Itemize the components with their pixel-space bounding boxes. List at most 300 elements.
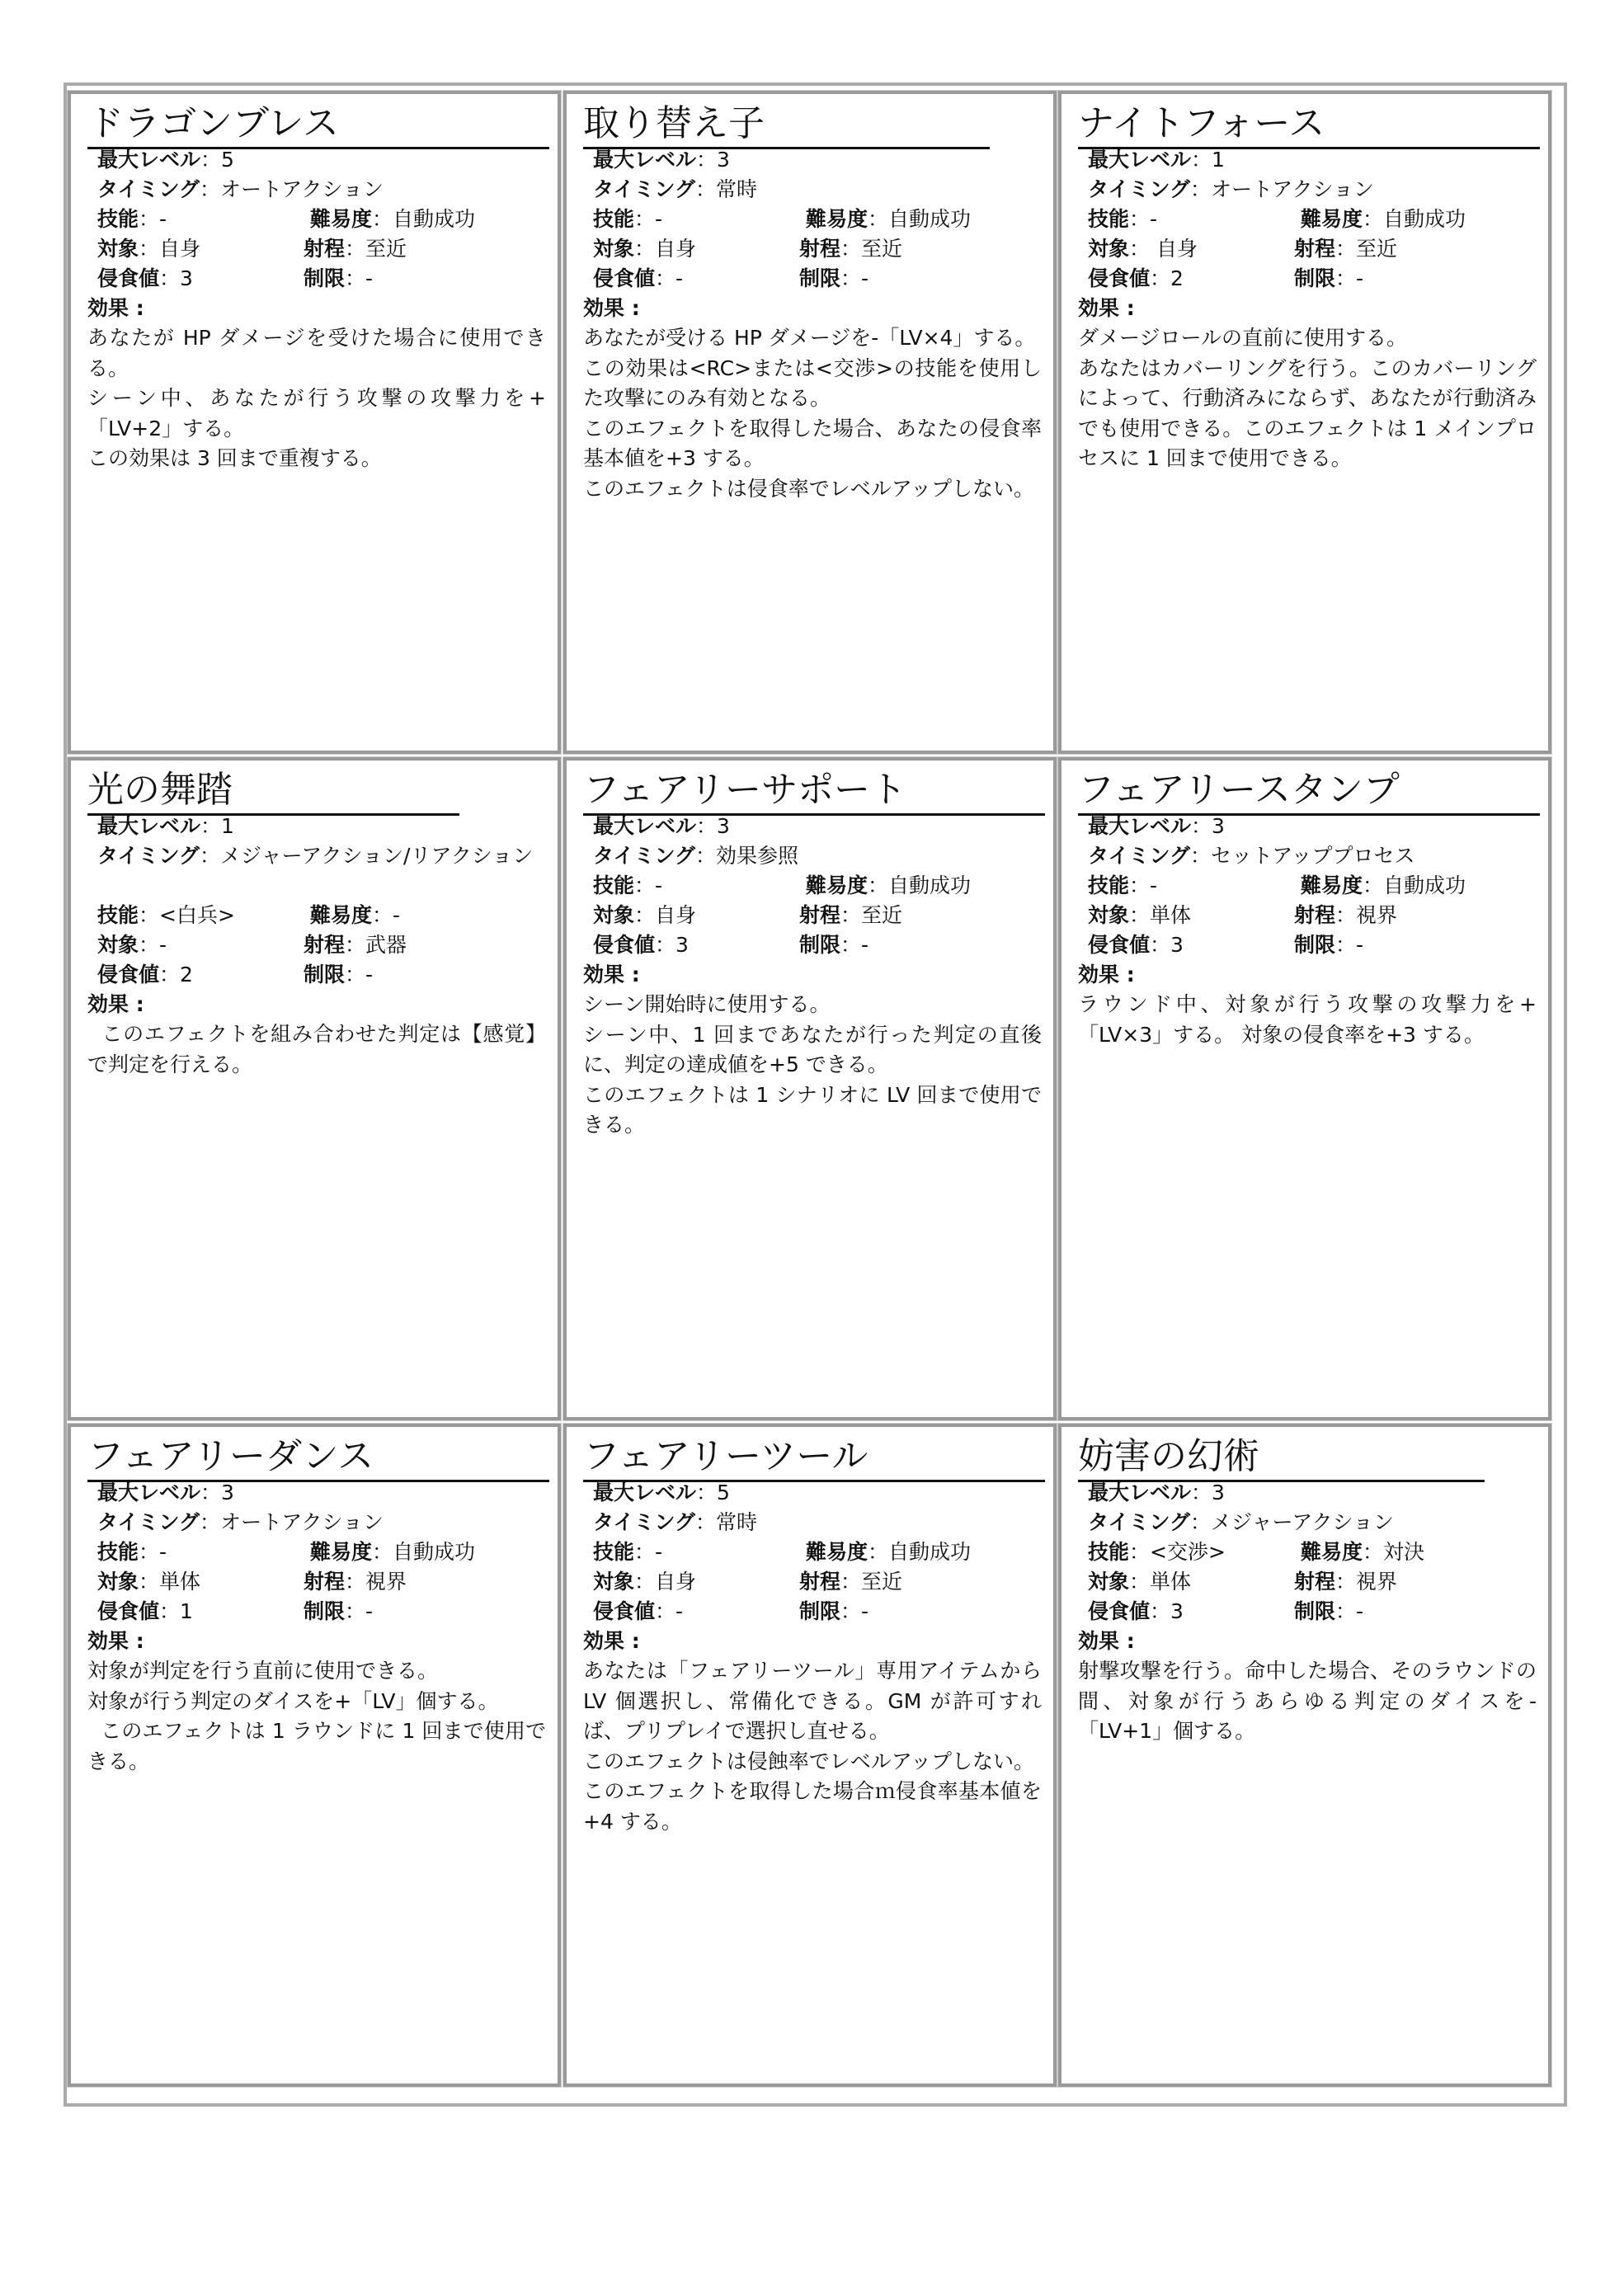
- separator: ：: [840, 903, 862, 927]
- separator: ：: [1129, 1540, 1151, 1564]
- separator: ：: [840, 266, 862, 290]
- max_level-value: 1: [221, 814, 234, 838]
- effect-card: [68, 757, 561, 1420]
- separator: ：: [159, 1599, 181, 1623]
- limit-label: 制限: [799, 1599, 841, 1623]
- range-label: 射程: [1294, 903, 1336, 927]
- erosion-value: 3: [180, 266, 193, 290]
- field-difficulty: [806, 1537, 971, 1567]
- field-range: [1294, 1567, 1397, 1597]
- range-value: 至近: [861, 237, 903, 261]
- difficulty-value: 自動成功: [888, 207, 972, 231]
- field-limit: [799, 264, 868, 294]
- erosion-value: 1: [180, 1599, 193, 1623]
- card-title: ナイトフォース: [1078, 102, 1325, 144]
- range-value: 武器: [365, 933, 407, 957]
- separator: ：: [695, 1510, 717, 1534]
- separator: ：: [1335, 1599, 1357, 1623]
- effect-text: ダメージロールの直前に使用する。 あなたはカバーリングを行う。このカバーリングによって、行動済みにならず、あなたが行動済みでも使用できる。このエフェクトは 1 メインプロセスに 1 回まで使用できる。: [1078, 326, 1537, 470]
- target-value: 自身: [655, 903, 697, 927]
- field-limit: [1294, 930, 1363, 960]
- separator: ：: [840, 933, 862, 957]
- max_level-value: 3: [1212, 1481, 1225, 1504]
- separator: ：: [696, 814, 718, 838]
- difficulty-label: 難易度: [1301, 207, 1363, 231]
- target-label: 対象: [97, 1570, 139, 1594]
- timing-label: タイミング: [1088, 844, 1191, 868]
- separator: ：: [868, 207, 889, 231]
- field-max_level: [97, 145, 234, 175]
- separator: ：: [634, 903, 656, 927]
- erosion-value: 2: [180, 963, 193, 986]
- field-difficulty: [1301, 205, 1466, 234]
- field-timing: [97, 175, 384, 205]
- separator: ：: [1335, 1570, 1357, 1594]
- field-erosion: [593, 264, 683, 294]
- limit-label: 制限: [1294, 1599, 1336, 1623]
- card-title: 妨害の幻術: [1078, 1435, 1259, 1477]
- field-target: [593, 1567, 696, 1597]
- field-target: [97, 1567, 200, 1597]
- effect-label: 効果 :: [583, 963, 640, 986]
- skill-label: 技能: [593, 207, 635, 231]
- field-limit: [304, 1597, 373, 1627]
- limit-value: -: [365, 963, 374, 986]
- separator: ：: [655, 1599, 676, 1623]
- timing-value: メジャーアクション/リアクション: [220, 844, 534, 868]
- field-timing: [97, 841, 543, 871]
- separator: ：: [868, 873, 889, 897]
- effect-card: [563, 91, 1057, 754]
- timing-value: 常時: [716, 1510, 758, 1534]
- field-difficulty: [1301, 1537, 1424, 1567]
- timing-label: タイミング: [97, 844, 200, 868]
- limit-value: -: [365, 266, 374, 290]
- max_level-label: 最大レベル: [593, 814, 697, 838]
- limit-label: 制限: [799, 266, 841, 290]
- field-timing: [593, 1508, 757, 1537]
- effect-text: 射撃攻撃を行う。命中した場合、そのラウンドの間、対象が行うあらゆる判定のダイスを-「LV+1」個する。: [1078, 1659, 1537, 1743]
- field-max_level: [1088, 812, 1225, 841]
- target-value: 単体: [1150, 1570, 1192, 1594]
- range-label: 射程: [1294, 237, 1336, 261]
- field-target: [97, 234, 200, 264]
- range-value: 至近: [861, 1570, 903, 1594]
- range-value: 視界: [365, 1570, 407, 1594]
- max_level-label: 最大レベル: [1088, 148, 1192, 172]
- limit-value: -: [861, 1599, 869, 1623]
- timing-label: タイミング: [593, 1510, 696, 1534]
- effect-label: 効果 :: [583, 296, 640, 320]
- separator: ：: [1363, 873, 1384, 897]
- field-limit: [304, 960, 373, 990]
- max_level-value: 3: [717, 148, 730, 172]
- field-erosion: [1088, 264, 1184, 294]
- limit-value: -: [1356, 933, 1364, 957]
- separator: ：: [345, 266, 366, 290]
- field-range: [304, 234, 407, 264]
- card-title: ドラゴンブレス: [87, 102, 339, 144]
- max_level-value: 5: [221, 148, 234, 172]
- field-difficulty: [806, 871, 971, 901]
- field-range: [799, 234, 902, 264]
- skill-value: -: [1150, 207, 1158, 231]
- effect-label: 効果 :: [87, 1629, 144, 1653]
- range-value: 至近: [861, 903, 903, 927]
- separator: ：: [159, 963, 181, 986]
- separator: ：: [139, 237, 160, 261]
- separator: ：: [1190, 844, 1212, 868]
- field-max_level: [97, 812, 234, 841]
- field-timing: [1088, 175, 1374, 205]
- erosion-label: 侵食値: [97, 963, 160, 986]
- separator: ：: [695, 177, 717, 201]
- field-skill: [1088, 205, 1157, 234]
- difficulty-value: 対決: [1383, 1540, 1425, 1564]
- skill-value: <交渉>: [1150, 1540, 1226, 1564]
- separator: ：: [1191, 1481, 1212, 1504]
- timing-value: 効果参照: [716, 844, 799, 868]
- separator: ：: [372, 207, 393, 231]
- target-label: 対象: [593, 1570, 635, 1594]
- target-label: 対象: [593, 903, 635, 927]
- timing-label: タイミング: [1088, 1510, 1191, 1534]
- target-value: 自身: [159, 237, 201, 261]
- erosion-label: 侵食値: [1088, 266, 1151, 290]
- erosion-label: 侵食値: [97, 266, 160, 290]
- separator: ：: [139, 1570, 160, 1594]
- field-limit: [799, 930, 868, 960]
- skill-value: -: [655, 873, 663, 897]
- timing-label: タイミング: [593, 177, 696, 201]
- separator: ：: [1150, 1599, 1171, 1623]
- field-target: [1088, 234, 1198, 264]
- separator: ：: [139, 1540, 160, 1564]
- field-limit: [1294, 1597, 1363, 1627]
- field-range: [799, 1567, 902, 1597]
- difficulty-value: -: [393, 903, 401, 927]
- field-range: [1294, 901, 1397, 930]
- target-label: 対象: [1088, 237, 1130, 261]
- separator: ：: [634, 237, 656, 261]
- separator: ：: [1191, 814, 1212, 838]
- timing-value: メジャーアクション: [1211, 1510, 1395, 1534]
- max_level-label: 最大レベル: [97, 148, 201, 172]
- separator: ：: [1150, 933, 1171, 957]
- separator: ：: [139, 903, 160, 927]
- separator: ：: [655, 933, 676, 957]
- field-difficulty: [1301, 871, 1466, 901]
- field-max_level: [97, 1478, 234, 1508]
- timing-value: オートアクション: [1211, 177, 1375, 201]
- limit-value: -: [1356, 1599, 1364, 1623]
- range-value: 至近: [365, 237, 407, 261]
- field-difficulty: [310, 1537, 475, 1567]
- timing-value: オートアクション: [220, 1510, 384, 1534]
- target-value: 自身: [655, 237, 697, 261]
- erosion-value: 3: [1170, 1599, 1184, 1623]
- limit-label: 制限: [304, 963, 346, 986]
- erosion-label: 侵食値: [1088, 933, 1151, 957]
- target-value: -: [159, 933, 167, 957]
- separator: ：: [1129, 873, 1151, 897]
- separator: ：: [840, 1599, 862, 1623]
- card-title: フェアリーツール: [583, 1435, 868, 1477]
- separator: ：: [1129, 207, 1151, 231]
- limit-label: 制限: [1294, 266, 1336, 290]
- timing-value: 常時: [716, 177, 758, 201]
- difficulty-label: 難易度: [1301, 873, 1363, 897]
- separator: ：: [1335, 933, 1357, 957]
- field-timing: [1088, 1508, 1394, 1537]
- field-skill: [97, 1537, 167, 1567]
- field-target: [97, 930, 167, 960]
- effect-text: このエフェクトを組み合わせた判定は【感覚】で判定を行える。: [87, 1022, 546, 1076]
- effect-label: 効果 :: [1078, 963, 1135, 986]
- timing-label: タイミング: [1088, 177, 1191, 201]
- erosion-label: 侵食値: [97, 1599, 160, 1623]
- skill-label: 技能: [593, 1540, 635, 1564]
- field-max_level: [593, 812, 730, 841]
- effect-text: あなたは「フェアリーツール」専用アイテムから LV 個選択し、常備化できる。GM が許可すれば、プリプレイで選択し直せる。 このエフェクトは侵蝕率でレベルアップしない。 このエフェクトを取得した場合ｍ侵食率基本値を+4 する。: [583, 1659, 1042, 1834]
- separator: ：: [1335, 237, 1357, 261]
- separator: ：: [200, 1510, 221, 1534]
- limit-label: 制限: [304, 1599, 346, 1623]
- separator: ：: [345, 237, 366, 261]
- field-target: [593, 901, 696, 930]
- card-title: フェアリースタンプ: [1078, 769, 1400, 811]
- separator: ：: [696, 1481, 718, 1504]
- skill-label: 技能: [1088, 1540, 1130, 1564]
- field-max_level: [593, 145, 730, 175]
- field-skill: [97, 901, 235, 930]
- skill-label: 技能: [1088, 207, 1130, 231]
- difficulty-value: 自動成功: [393, 1540, 476, 1564]
- skill-value: <白兵>: [159, 903, 235, 927]
- skill-label: 技能: [1088, 873, 1130, 897]
- field-timing: [97, 1508, 384, 1537]
- difficulty-label: 難易度: [806, 207, 868, 231]
- separator: ：: [868, 1540, 889, 1564]
- difficulty-label: 難易度: [806, 1540, 868, 1564]
- separator: ：: [345, 1599, 366, 1623]
- skill-value: -: [159, 1540, 167, 1564]
- skill-value: -: [159, 207, 167, 231]
- card-title: 取り替え子: [583, 102, 765, 144]
- field-max_level: [593, 1478, 730, 1508]
- skill-label: 技能: [97, 207, 139, 231]
- effect-card: [1058, 1424, 1551, 2087]
- field-limit: [799, 1597, 868, 1627]
- separator: ：: [345, 963, 366, 986]
- erosion-label: 侵食値: [593, 1599, 656, 1623]
- field-skill: [593, 205, 662, 234]
- card-title: 光の舞踏: [87, 769, 233, 811]
- difficulty-value: 自動成功: [1383, 207, 1466, 231]
- effect-card: [68, 1424, 561, 2087]
- separator: ：: [345, 1570, 366, 1594]
- field-difficulty: [806, 205, 971, 234]
- target-value: 単体: [1150, 903, 1192, 927]
- separator: ：: [345, 933, 366, 957]
- separator: ：: [695, 844, 717, 868]
- difficulty-label: 難易度: [310, 903, 373, 927]
- separator: ：: [1363, 1540, 1384, 1564]
- field-max_level: [1088, 145, 1225, 175]
- range-label: 射程: [1294, 1570, 1336, 1594]
- range-value: 視界: [1356, 1570, 1398, 1594]
- difficulty-value: 自動成功: [393, 207, 476, 231]
- field-difficulty: [310, 205, 475, 234]
- effect-text: 対象が判定を行う直前に使用できる。 対象が行う判定のダイスを+「LV」個する。 このエフェクトは 1 ラウンドに 1 回まで使用できる。: [87, 1659, 546, 1773]
- field-erosion: [97, 264, 193, 294]
- erosion-label: 侵食値: [593, 266, 656, 290]
- separator: ：: [1129, 1570, 1151, 1594]
- field-erosion: [593, 1597, 683, 1627]
- effect-card: [68, 91, 561, 754]
- limit-value: -: [861, 266, 869, 290]
- target-value: 自身: [1150, 237, 1198, 261]
- effect-label: 効果 :: [1078, 296, 1135, 320]
- max_level-label: 最大レベル: [593, 1481, 697, 1504]
- range-value: 視界: [1356, 903, 1398, 927]
- skill-label: 技能: [593, 873, 635, 897]
- erosion-value: 3: [1170, 933, 1184, 957]
- separator: ：: [139, 933, 160, 957]
- separator: ：: [634, 873, 656, 897]
- separator: ：: [139, 207, 160, 231]
- difficulty-value: 自動成功: [888, 1540, 972, 1564]
- range-label: 射程: [799, 237, 841, 261]
- field-target: [1088, 1567, 1191, 1597]
- timing-label: タイミング: [593, 844, 696, 868]
- field-range: [304, 1567, 407, 1597]
- effect-label: 効果 :: [87, 296, 144, 320]
- max_level-label: 最大レベル: [1088, 814, 1192, 838]
- timing-label: タイミング: [97, 1510, 200, 1534]
- target-label: 対象: [97, 933, 139, 957]
- max_level-value: 3: [717, 814, 730, 838]
- limit-value: -: [365, 1599, 374, 1623]
- separator: ：: [1335, 903, 1357, 927]
- erosion-value: 2: [1170, 266, 1184, 290]
- target-value: 単体: [159, 1570, 201, 1594]
- max_level-value: 5: [717, 1481, 730, 1504]
- field-timing: [593, 841, 798, 871]
- erosion-label: 侵食値: [1088, 1599, 1151, 1623]
- separator: ：: [634, 1570, 656, 1594]
- target-label: 対象: [1088, 1570, 1130, 1594]
- separator: ：: [1363, 207, 1384, 231]
- effect-label: 効果 :: [1078, 1629, 1135, 1653]
- erosion-value: -: [675, 266, 684, 290]
- separator: ：: [655, 266, 676, 290]
- skill-label: 技能: [97, 903, 139, 927]
- separator: ：: [1335, 266, 1357, 290]
- field-erosion: [97, 960, 193, 990]
- field-skill: [593, 871, 662, 901]
- field-target: [593, 234, 696, 264]
- separator: ：: [840, 237, 862, 261]
- effect-text: ラウンド中、対象が行う攻撃の攻撃力を+「LV×3」する。 対象の侵食率を+3 する。: [1078, 992, 1537, 1047]
- max_level-value: 3: [1212, 814, 1225, 838]
- separator: ：: [372, 1540, 393, 1564]
- card-title: フェアリーサポート: [583, 769, 907, 811]
- target-label: 対象: [593, 237, 635, 261]
- erosion-value: -: [675, 1599, 684, 1623]
- separator: ：: [840, 1570, 862, 1594]
- timing-label: タイミング: [97, 177, 200, 201]
- separator: ：: [200, 148, 222, 172]
- effect-text: あなたが HP ダメージを受けた場合に使用できる。 シーン中、あなたが行う攻撃の攻撃力を+「LV+2」する。 この効果は 3 回まで重複する。: [87, 326, 546, 470]
- range-label: 射程: [799, 903, 841, 927]
- effect-text: シーン開始時に使用する。 シーン中、1 回まであなたが行った判定の直後に、判定の達成値を+5 できる。 このエフェクトは 1 シナリオに LV 回まで使用できる。: [583, 992, 1042, 1137]
- max_level-label: 最大レベル: [97, 814, 201, 838]
- range-label: 射程: [304, 237, 346, 261]
- range-value: 至近: [1356, 237, 1398, 261]
- range-label: 射程: [304, 933, 346, 957]
- separator: ：: [696, 148, 718, 172]
- difficulty-value: 自動成功: [888, 873, 972, 897]
- separator: ：: [1129, 237, 1151, 261]
- field-skill: [593, 1537, 662, 1567]
- target-value: 自身: [655, 1570, 697, 1594]
- difficulty-label: 難易度: [806, 873, 868, 897]
- limit-label: 制限: [304, 266, 346, 290]
- separator: ：: [1129, 903, 1151, 927]
- field-limit: [1294, 264, 1363, 294]
- effect-card: [1058, 91, 1551, 754]
- target-label: 対象: [1088, 903, 1130, 927]
- effect-text: あなたが受ける HP ダメージを-「LV×4」する。 この効果は<RC>または<交渉>の技能を使用した攻撃にのみ有効となる。 このエフェクトを取得した場合、あなたの侵食率基本値を+3 する。 このエフェクトは侵食率でレベルアップしない。: [583, 326, 1042, 501]
- limit-value: -: [1356, 266, 1364, 290]
- range-label: 射程: [304, 1570, 346, 1594]
- difficulty-value: 自動成功: [1383, 873, 1466, 897]
- max_level-label: 最大レベル: [593, 148, 697, 172]
- skill-value: -: [655, 207, 663, 231]
- effect-card: [1058, 757, 1551, 1420]
- field-range: [799, 901, 902, 930]
- field-skill: [97, 205, 167, 234]
- limit-value: -: [861, 933, 869, 957]
- field-timing: [1088, 841, 1415, 871]
- effect-label: 効果 :: [583, 1629, 640, 1653]
- timing-value: セットアッププロセス: [1211, 844, 1415, 868]
- field-limit: [304, 264, 373, 294]
- separator: ：: [634, 1540, 656, 1564]
- max_level-label: 最大レベル: [1088, 1481, 1192, 1504]
- timing-value: オートアクション: [220, 177, 384, 201]
- field-erosion: [1088, 930, 1184, 960]
- max_level-label: 最大レベル: [97, 1481, 201, 1504]
- erosion-value: 3: [675, 933, 689, 957]
- field-skill: [1088, 1537, 1226, 1567]
- max_level-value: 3: [221, 1481, 234, 1504]
- difficulty-label: 難易度: [310, 1540, 373, 1564]
- target-label: 対象: [97, 237, 139, 261]
- limit-label: 制限: [1294, 933, 1336, 957]
- field-target: [1088, 901, 1191, 930]
- max_level-value: 1: [1212, 148, 1225, 172]
- separator: ：: [1150, 266, 1171, 290]
- separator: ：: [200, 844, 221, 868]
- effect-label: 効果 :: [87, 992, 144, 1016]
- field-skill: [1088, 871, 1157, 901]
- field-range: [1294, 234, 1397, 264]
- field-range: [304, 930, 407, 960]
- field-erosion: [1088, 1597, 1184, 1627]
- field-erosion: [97, 1597, 193, 1627]
